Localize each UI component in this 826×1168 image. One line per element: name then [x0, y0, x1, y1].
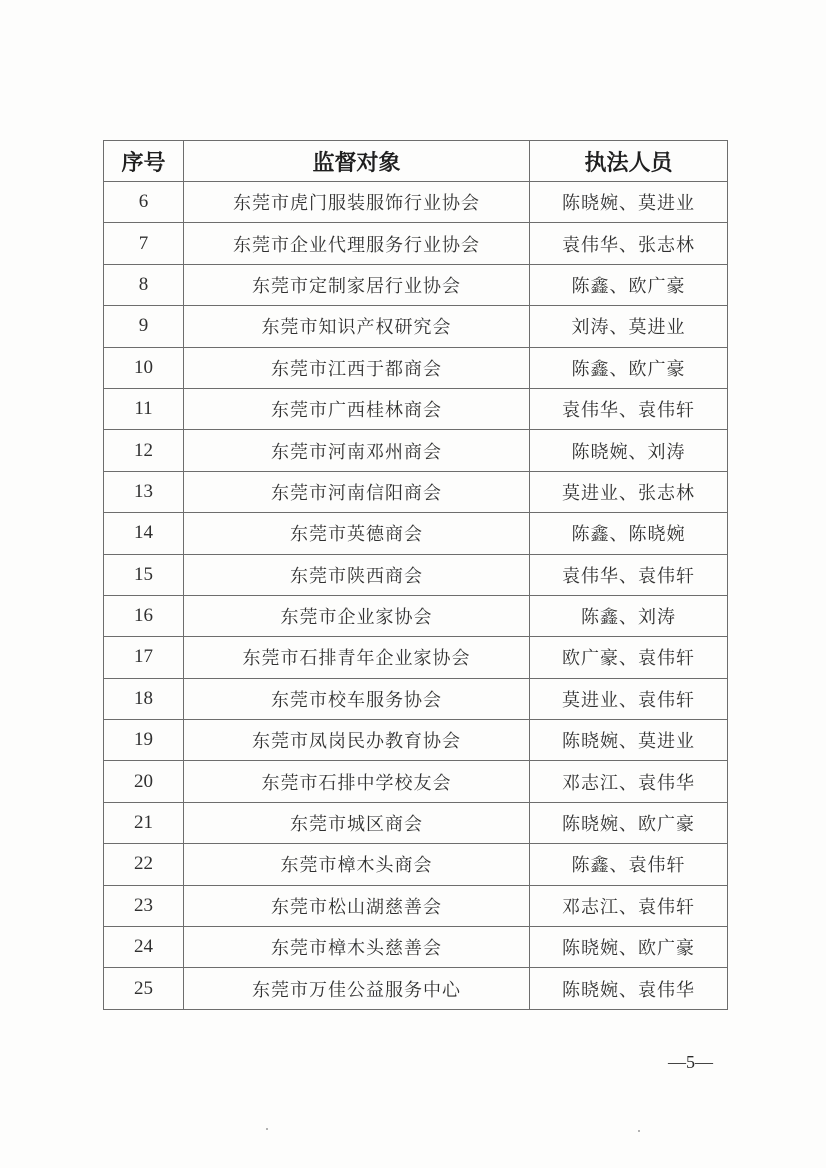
page-number: —5—	[668, 1052, 713, 1072]
table-row	[104, 885, 728, 926]
row-officers: 陈晓婉、袁伟华	[530, 968, 728, 1009]
row-target: 东莞市广西桂林商会	[184, 388, 530, 429]
table-row	[104, 388, 728, 429]
table-row	[104, 720, 728, 761]
row-number: 22	[104, 844, 184, 885]
table-row	[104, 637, 728, 678]
row-number: 25	[104, 968, 184, 1009]
row-officers: 陈鑫、欧广豪	[530, 264, 728, 305]
row-officers: 袁伟华、张志林	[530, 223, 728, 264]
row-number: 21	[104, 802, 184, 843]
row-officers: 欧广豪、袁伟轩	[530, 637, 728, 678]
row-officers: 邓志江、袁伟轩	[530, 885, 728, 926]
row-officers: 刘涛、莫进业	[530, 306, 728, 347]
row-number: 17	[104, 637, 184, 678]
row-number: 20	[104, 761, 184, 802]
row-officers: 莫进业、张志林	[530, 471, 728, 512]
row-target: 东莞市万佳公益服务中心	[184, 968, 530, 1009]
row-number: 8	[104, 264, 184, 305]
supervision-table	[103, 140, 728, 1010]
table-row	[104, 802, 728, 843]
table-header-row	[104, 141, 728, 182]
row-officers: 陈鑫、袁伟轩	[530, 844, 728, 885]
row-target: 东莞市企业代理服务行业协会	[184, 223, 530, 264]
row-target: 东莞市河南邓州商会	[184, 430, 530, 471]
row-target: 东莞市凤岗民办教育协会	[184, 720, 530, 761]
row-officers: 袁伟华、袁伟轩	[530, 554, 728, 595]
row-number: 7	[104, 223, 184, 264]
table-row	[104, 223, 728, 264]
row-officers: 莫进业、袁伟轩	[530, 678, 728, 719]
table-row	[104, 430, 728, 471]
row-officers: 陈晓婉、欧广豪	[530, 802, 728, 843]
header-number: 序号	[104, 141, 184, 182]
row-number: 23	[104, 885, 184, 926]
table-row	[104, 471, 728, 512]
table-row	[104, 595, 728, 636]
row-officers: 陈晓婉、欧广豪	[530, 927, 728, 968]
row-number: 16	[104, 595, 184, 636]
row-officers: 陈鑫、刘涛	[530, 595, 728, 636]
row-number: 11	[104, 388, 184, 429]
row-officers: 陈晓婉、莫进业	[530, 720, 728, 761]
table-row	[104, 347, 728, 388]
row-number: 19	[104, 720, 184, 761]
row-number: 12	[104, 430, 184, 471]
row-officers: 陈鑫、陈晓婉	[530, 513, 728, 554]
row-target: 东莞市英德商会	[184, 513, 530, 554]
row-number: 6	[104, 182, 184, 223]
header-target: 监督对象	[184, 141, 530, 182]
row-target: 东莞市河南信阳商会	[184, 471, 530, 512]
table-row	[104, 513, 728, 554]
scan-speck	[266, 1128, 268, 1130]
row-target: 东莞市企业家协会	[184, 595, 530, 636]
table-row	[104, 182, 728, 223]
row-target: 东莞市石排中学校友会	[184, 761, 530, 802]
row-target: 东莞市虎门服装服饰行业协会	[184, 182, 530, 223]
row-officers: 袁伟华、袁伟轩	[530, 388, 728, 429]
row-number: 15	[104, 554, 184, 595]
row-number: 14	[104, 513, 184, 554]
row-number: 10	[104, 347, 184, 388]
table-row	[104, 927, 728, 968]
row-target: 东莞市知识产权研究会	[184, 306, 530, 347]
row-target: 东莞市江西于都商会	[184, 347, 530, 388]
table-row	[104, 264, 728, 305]
row-target: 东莞市樟木头慈善会	[184, 927, 530, 968]
table-row	[104, 968, 728, 1009]
row-number: 24	[104, 927, 184, 968]
table-row	[104, 306, 728, 347]
row-officers: 陈晓婉、莫进业	[530, 182, 728, 223]
table-row	[104, 554, 728, 595]
row-officers: 邓志江、袁伟华	[530, 761, 728, 802]
header-officers: 执法人员	[530, 141, 728, 182]
row-officers: 陈晓婉、刘涛	[530, 430, 728, 471]
scan-speck	[638, 1130, 640, 1132]
row-target: 东莞市城区商会	[184, 802, 530, 843]
table-row	[104, 678, 728, 719]
row-target: 东莞市定制家居行业协会	[184, 264, 530, 305]
row-target: 东莞市校车服务协会	[184, 678, 530, 719]
table-row	[104, 844, 728, 885]
row-number: 9	[104, 306, 184, 347]
row-officers: 陈鑫、欧广豪	[530, 347, 728, 388]
row-target: 东莞市松山湖慈善会	[184, 885, 530, 926]
table-row	[104, 761, 728, 802]
row-number: 13	[104, 471, 184, 512]
row-target: 东莞市陕西商会	[184, 554, 530, 595]
row-target: 东莞市石排青年企业家协会	[184, 637, 530, 678]
row-target: 东莞市樟木头商会	[184, 844, 530, 885]
row-number: 18	[104, 678, 184, 719]
